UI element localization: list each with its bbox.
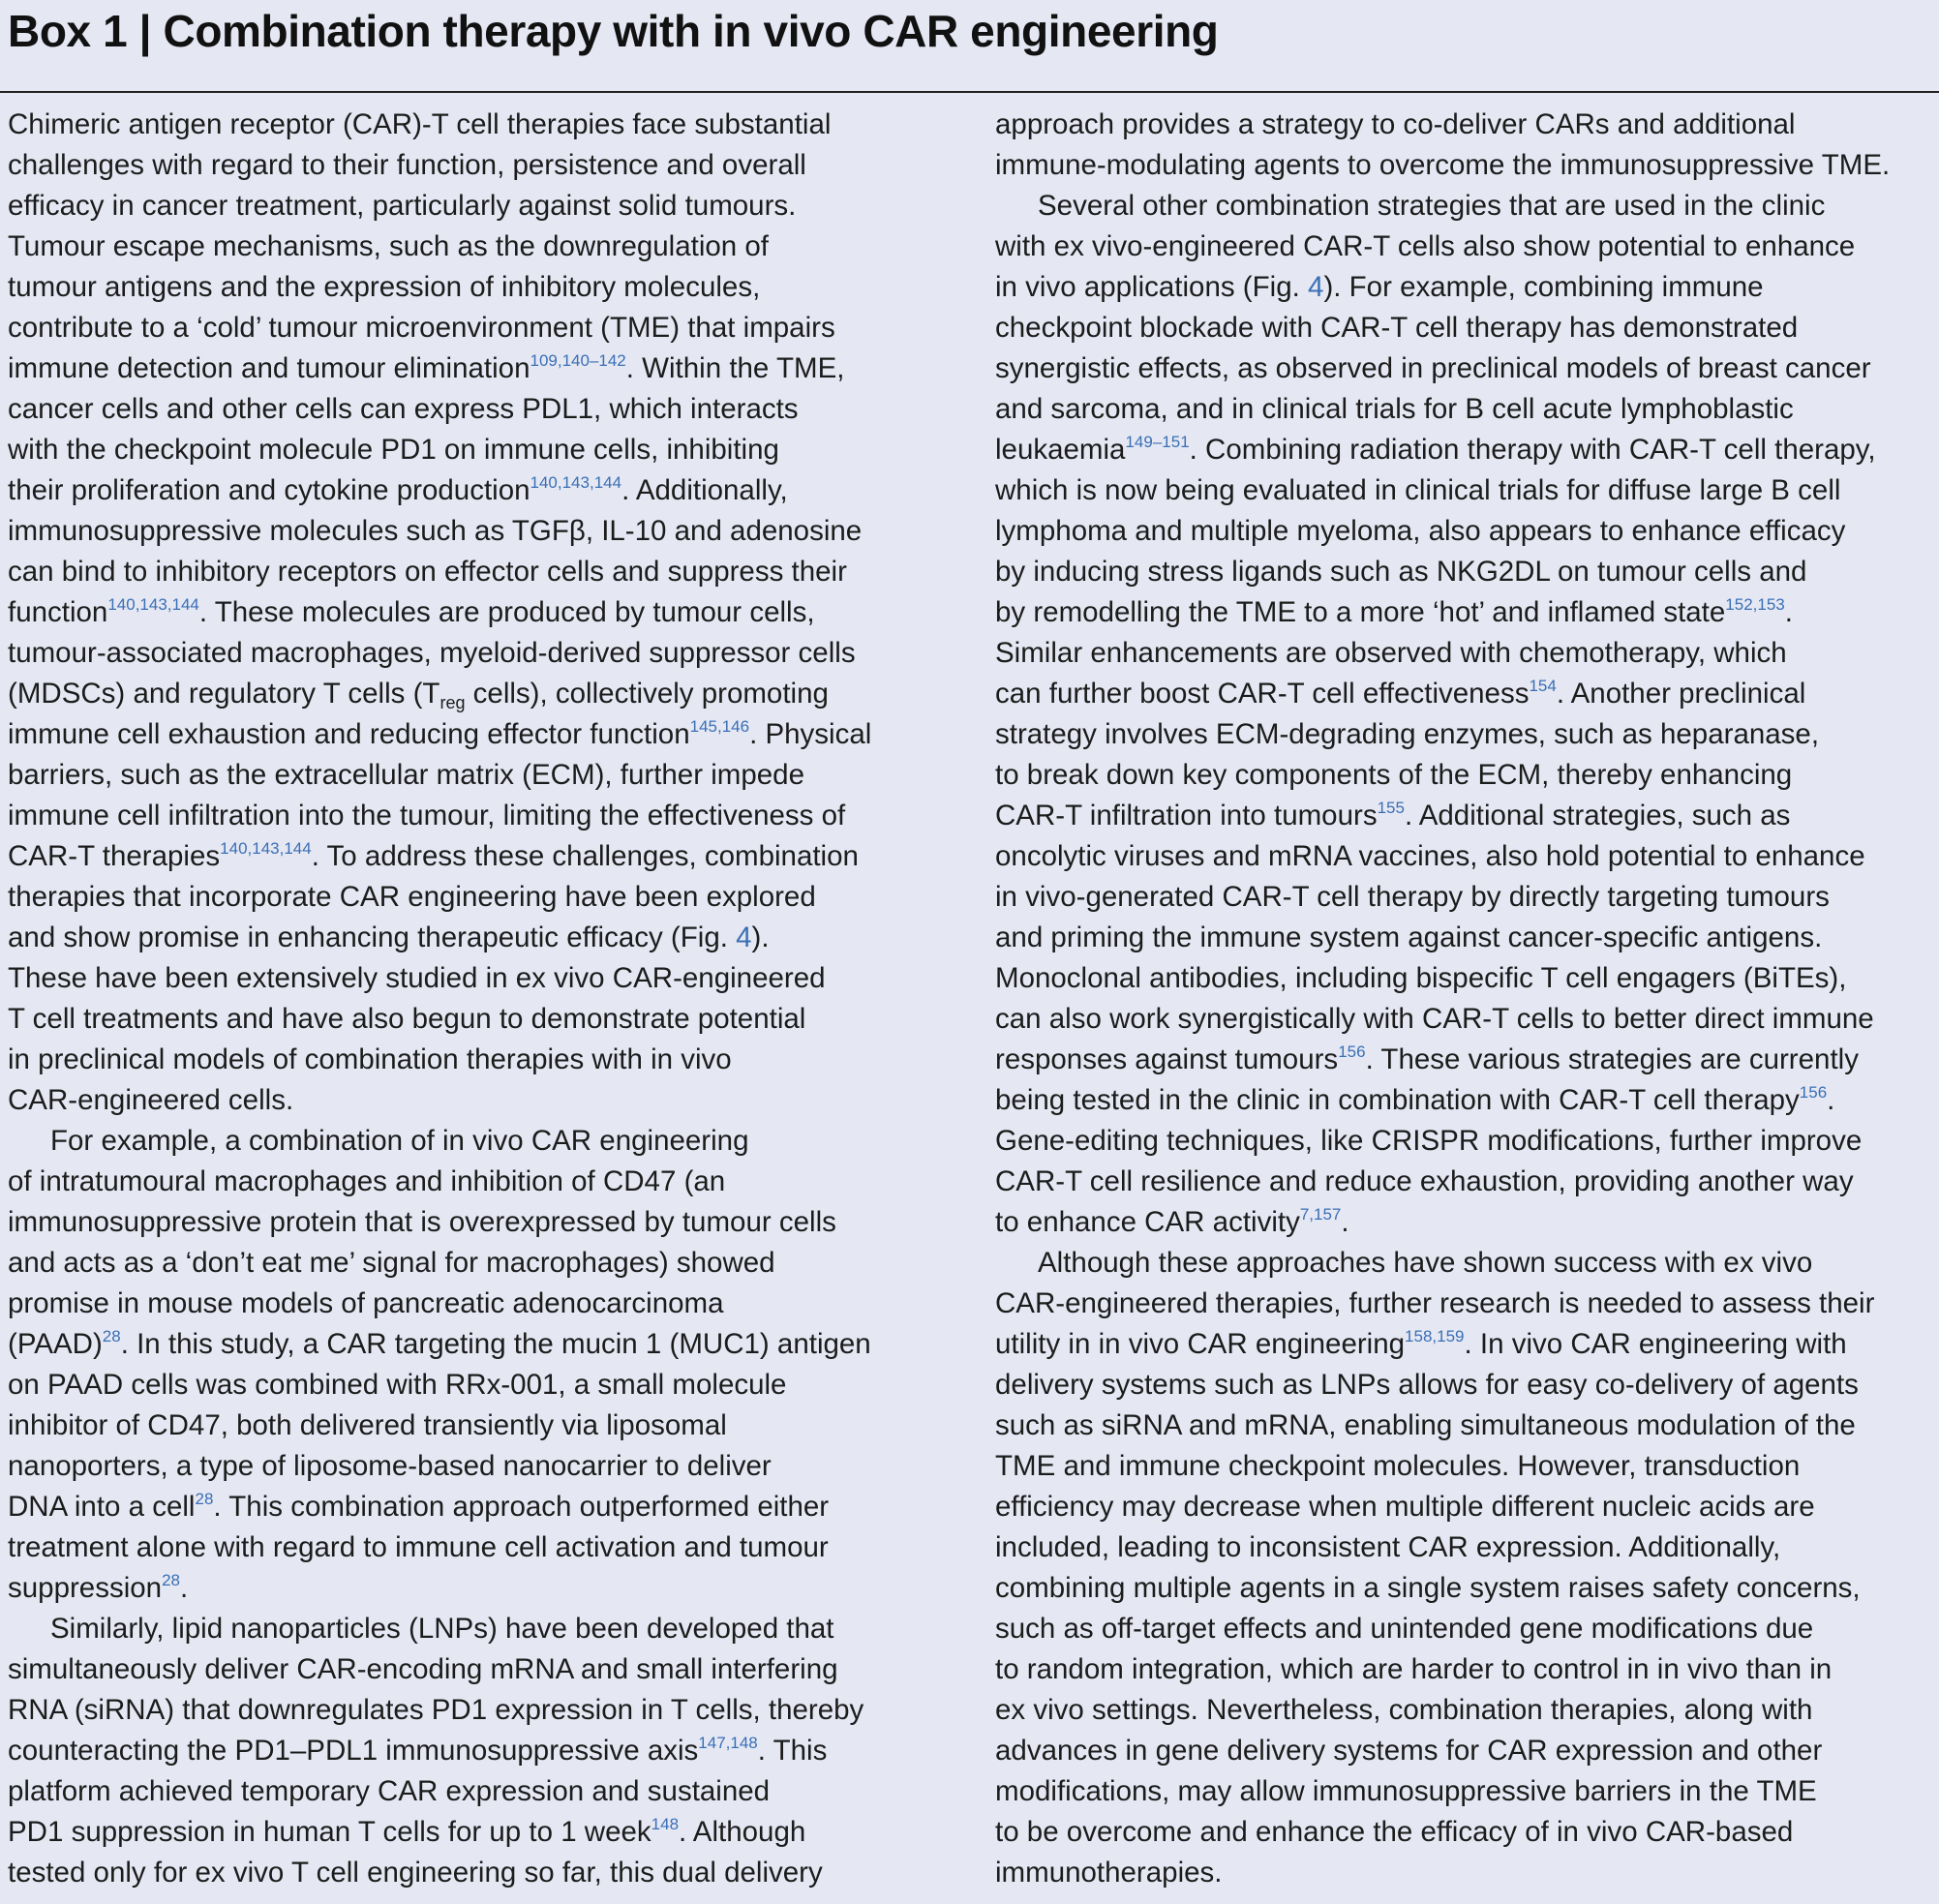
text-line bbox=[995, 714, 1939, 755]
text-line bbox=[995, 470, 1939, 511]
text-run: ). For example, combining immune bbox=[1323, 271, 1764, 303]
citation-link[interactable]: 7,157 bbox=[1299, 1205, 1342, 1224]
text-line bbox=[8, 1243, 966, 1284]
text-line bbox=[995, 1040, 1939, 1080]
text-run: can further boost CAR-T cell effectiveness bbox=[995, 678, 1530, 710]
text-line bbox=[8, 348, 966, 389]
text-run: on PAAD cells was combined with RRx-001, a small molecule bbox=[8, 1369, 787, 1401]
text-line bbox=[8, 552, 966, 592]
text-run: in vivo applications (Fig. bbox=[995, 271, 1309, 303]
text-line bbox=[8, 1284, 966, 1324]
text-run: barriers, such as the extracellular matrix (ECM), further impede bbox=[8, 759, 804, 791]
text-run: suppression bbox=[8, 1572, 163, 1604]
text-run: Monoclonal antibodies, including bispecific T cell engagers (BiTEs), bbox=[995, 962, 1847, 994]
text-line bbox=[995, 877, 1939, 918]
text-run: (MDSCs) and regulatory T cells (T bbox=[8, 678, 440, 710]
text-run: . Another preclinical bbox=[1556, 678, 1806, 710]
text-line bbox=[8, 1609, 966, 1649]
text-run: of intratumoural macrophages and inhibition of CD47 (an bbox=[8, 1165, 726, 1197]
text-line bbox=[995, 1121, 1939, 1162]
text-run: checkpoint blockade with CAR-T cell therapy has demonstrated bbox=[995, 312, 1799, 344]
citation-link[interactable]: 156 bbox=[1338, 1043, 1366, 1061]
text-line bbox=[8, 633, 966, 674]
citation-link[interactable]: 156 bbox=[1799, 1083, 1828, 1102]
text-run: such as off-target effects and unintended gene modifications due bbox=[995, 1613, 1814, 1645]
text-run: in vivo-generated CAR-T cell therapy by directly targeting tumours bbox=[995, 881, 1830, 913]
text-run: oncolytic viruses and mRNA vaccines, also hold potential to enhance bbox=[995, 840, 1865, 872]
text-run: cancer cells and other cells can express PDL1, which interacts bbox=[8, 393, 799, 425]
text-run: immunosuppressive molecules such as TGFβ, IL-10 and adenosine bbox=[8, 515, 863, 547]
citation-link[interactable]: 140,143,144 bbox=[220, 839, 312, 858]
text-line bbox=[995, 1446, 1939, 1487]
text-line bbox=[8, 836, 966, 877]
text-run: . This combination approach outperformed either bbox=[213, 1491, 830, 1523]
text-line bbox=[8, 1040, 966, 1080]
text-line bbox=[8, 145, 966, 186]
text-line bbox=[8, 1771, 966, 1812]
citation-link[interactable]: 148 bbox=[651, 1815, 680, 1833]
text-run: immunotherapies. bbox=[995, 1857, 1223, 1889]
citation-link[interactable]: 149–151 bbox=[1125, 433, 1190, 451]
text-run: to be overcome and enhance the efficacy of in vivo CAR-based bbox=[995, 1816, 1794, 1848]
text-run: strategy involves ECM-degrading enzymes, such as heparanase, bbox=[995, 718, 1820, 750]
text-run: tumour-associated macrophages, myeloid-derived suppressor cells bbox=[8, 637, 856, 669]
text-run: their proliferation and cytokine production bbox=[8, 474, 530, 506]
text-line bbox=[995, 836, 1939, 877]
citation-link[interactable]: 158,159 bbox=[1405, 1327, 1465, 1345]
text-run: CAR-T cell resilience and reduce exhaustion, providing another way bbox=[995, 1165, 1854, 1197]
figure-link[interactable]: 4 bbox=[736, 922, 752, 953]
text-line bbox=[995, 633, 1939, 674]
text-line bbox=[8, 1812, 966, 1853]
text-run: to enhance CAR activity bbox=[995, 1206, 1300, 1238]
text-line bbox=[8, 470, 966, 511]
text-run: such as siRNA and mRNA, enabling simultaneous modulation of the bbox=[995, 1409, 1856, 1441]
text-run: DNA into a cell bbox=[8, 1491, 196, 1523]
text-run: . These various strategies are currently bbox=[1365, 1043, 1859, 1075]
text-run: . Physical bbox=[749, 718, 872, 750]
text-line bbox=[8, 389, 966, 430]
text-line bbox=[8, 1080, 966, 1121]
text-run: function bbox=[8, 596, 108, 628]
text-run: promise in mouse models of pancreatic adenocarcinoma bbox=[8, 1287, 724, 1319]
text-run: in preclinical models of combination therapies with in vivo bbox=[8, 1043, 732, 1075]
text-line bbox=[995, 552, 1939, 592]
text-line bbox=[8, 1121, 966, 1162]
citation-link[interactable]: 28 bbox=[162, 1571, 180, 1589]
text-run: Tumour escape mechanisms, such as the downregulation of bbox=[8, 230, 769, 262]
text-line bbox=[995, 1812, 1939, 1853]
citation-link[interactable]: 109,140–142 bbox=[530, 351, 626, 370]
text-line bbox=[8, 1405, 966, 1446]
text-run: advances in gene delivery systems for CAR expression and other bbox=[995, 1735, 1823, 1767]
text-run: lymphoma and multiple myeloma, also appears to enhance efficacy bbox=[995, 515, 1846, 547]
text-run: efficiency may decrease when multiple different nucleic acids are bbox=[995, 1491, 1815, 1523]
text-line bbox=[8, 308, 966, 348]
text-run: being tested in the clinic in combination with CAR-T cell therapy bbox=[995, 1084, 1800, 1116]
text-run: by inducing stress ligands such as NKG2DL on tumour cells and bbox=[995, 556, 1807, 588]
text-run: These have been extensively studied in ex vivo CAR-engineered bbox=[8, 962, 826, 994]
text-run: . Additionally, bbox=[621, 474, 788, 506]
text-line bbox=[8, 1202, 966, 1243]
text-line bbox=[8, 1731, 966, 1771]
text-run: PD1 suppression in human T cells for up to 1 week bbox=[8, 1816, 651, 1848]
text-run: with the checkpoint molecule PD1 on immune cells, inhibiting bbox=[8, 434, 779, 466]
text-line bbox=[8, 592, 966, 633]
text-run: immune cell exhaustion and reducing effector function bbox=[8, 718, 690, 750]
text-run: to break down key components of the ECM, thereby enhancing bbox=[995, 759, 1793, 791]
text-line bbox=[8, 1568, 966, 1609]
text-run: . To address these challenges, combination bbox=[311, 840, 859, 872]
text-line bbox=[995, 755, 1939, 796]
text-run: Similar enhancements are observed with chemotherapy, which bbox=[995, 637, 1787, 669]
text-line bbox=[995, 1853, 1939, 1893]
text-line bbox=[8, 186, 966, 227]
text-run: Although these approaches have shown success with ex vivo bbox=[1038, 1247, 1813, 1279]
text-line bbox=[995, 1365, 1939, 1405]
text-run: . Combining radiation therapy with CAR-T cell therapy, bbox=[1189, 434, 1876, 466]
text-line bbox=[995, 186, 1939, 227]
text-line bbox=[8, 1446, 966, 1487]
text-run: RNA (siRNA) that downregulates PD1 expression in T cells, thereby bbox=[8, 1694, 864, 1726]
citation-link[interactable]: 147,148 bbox=[698, 1734, 758, 1752]
text-line bbox=[995, 1202, 1939, 1243]
text-run: T cell treatments and have also begun to demonstrate potential bbox=[8, 1003, 806, 1035]
text-run: modifications, may allow immunosuppressive barriers in the TME bbox=[995, 1775, 1817, 1807]
text-run: CAR-engineered cells. bbox=[8, 1084, 294, 1116]
text-line bbox=[995, 999, 1939, 1040]
text-line bbox=[8, 1649, 966, 1690]
text-line bbox=[995, 674, 1939, 714]
text-line bbox=[8, 714, 966, 755]
text-run: combining multiple agents in a single system raises safety concerns, bbox=[995, 1572, 1861, 1604]
text-line bbox=[8, 227, 966, 267]
text-line bbox=[995, 348, 1939, 389]
text-run: (PAAD) bbox=[8, 1328, 103, 1360]
text-line bbox=[995, 1324, 1939, 1365]
text-run: TME and immune checkpoint molecules. However, transduction bbox=[995, 1450, 1801, 1482]
text-line bbox=[995, 1690, 1939, 1731]
text-run: by remodelling the TME to a more ‘hot’ and inflamed state bbox=[995, 596, 1726, 628]
text-run: . This bbox=[757, 1735, 828, 1767]
right-column bbox=[995, 105, 1939, 1893]
text-line bbox=[995, 1080, 1939, 1121]
text-line bbox=[995, 105, 1939, 145]
citation-link[interactable]: 28 bbox=[102, 1327, 121, 1345]
text-run: nanoporters, a type of liposome-based nanocarrier to deliver bbox=[8, 1450, 772, 1482]
text-run: . In vivo CAR engineering with bbox=[1464, 1328, 1847, 1360]
text-run: contribute to a ‘cold’ tumour microenvironment (TME) that impairs bbox=[8, 312, 835, 344]
citation-link[interactable]: 154 bbox=[1529, 677, 1557, 695]
text-run: included, leading to inconsistent CAR expression. Additionally, bbox=[995, 1531, 1781, 1563]
text-line bbox=[995, 1609, 1939, 1649]
citation-link[interactable]: 28 bbox=[195, 1490, 214, 1508]
text-run: CAR-T infiltration into tumours bbox=[995, 800, 1378, 831]
text-line bbox=[8, 877, 966, 918]
text-line bbox=[995, 1162, 1939, 1202]
text-line bbox=[995, 796, 1939, 836]
title-divider bbox=[0, 91, 1939, 93]
citation-link[interactable]: 155 bbox=[1377, 799, 1405, 817]
text-line bbox=[995, 1405, 1939, 1446]
citation-link[interactable]: 140,143,144 bbox=[107, 595, 199, 614]
text-run: Several other combination strategies that are used in the clinic bbox=[1038, 190, 1826, 222]
text-run: which is now being evaluated in clinical trials for diffuse large B cell bbox=[995, 474, 1841, 506]
text-run: and sarcoma, and in clinical trials for B cell acute lymphoblastic bbox=[995, 393, 1794, 425]
text-line bbox=[8, 1527, 966, 1568]
text-run: efficacy in cancer treatment, particularly against solid tumours. bbox=[8, 190, 797, 222]
text-run: and acts as a ‘don’t eat me’ signal for macrophages) showed bbox=[8, 1247, 775, 1279]
text-line bbox=[8, 796, 966, 836]
text-line bbox=[8, 674, 966, 714]
text-line bbox=[8, 999, 966, 1040]
text-run: . These molecules are produced by tumour cells, bbox=[198, 596, 815, 628]
text-run: Chimeric antigen receptor (CAR)-T cell therapies face substantial bbox=[8, 108, 832, 140]
text-run: can bind to inhibitory receptors on effector cells and suppress their bbox=[8, 556, 847, 588]
figure-link[interactable]: 4 bbox=[1308, 271, 1324, 303]
text-run: immune cell infiltration into the tumour, limiting the effectiveness of bbox=[8, 800, 846, 831]
text-line bbox=[8, 755, 966, 796]
text-line bbox=[995, 1568, 1939, 1609]
text-line bbox=[995, 958, 1939, 999]
text-line bbox=[8, 1853, 966, 1893]
text-line bbox=[995, 1771, 1939, 1812]
text-line bbox=[8, 1162, 966, 1202]
text-line bbox=[8, 958, 966, 999]
text-line bbox=[8, 1487, 966, 1527]
text-line bbox=[8, 1365, 966, 1405]
citation-link[interactable]: 152,153 bbox=[1725, 595, 1785, 614]
text-line bbox=[995, 430, 1939, 470]
text-line bbox=[995, 1243, 1939, 1284]
subscript: reg bbox=[439, 693, 466, 712]
text-run: . bbox=[1827, 1084, 1835, 1116]
text-run: CAR-engineered therapies, further research is needed to assess their bbox=[995, 1287, 1875, 1319]
text-line bbox=[8, 1690, 966, 1731]
text-line bbox=[995, 1527, 1939, 1568]
text-line bbox=[995, 1284, 1939, 1324]
text-line bbox=[995, 227, 1939, 267]
left-column bbox=[8, 105, 966, 1893]
text-run: challenges with regard to their function, persistence and overall bbox=[8, 149, 806, 181]
text-run: approach provides a strategy to co-deliver CARs and additional bbox=[995, 108, 1796, 140]
text-line bbox=[8, 511, 966, 552]
text-run: counteracting the PD1–PDL1 immunosuppressive axis bbox=[8, 1735, 699, 1767]
text-run: Gene-editing techniques, like CRISPR modifications, further improve bbox=[995, 1125, 1863, 1157]
text-line bbox=[995, 1731, 1939, 1771]
text-run: with ex vivo-engineered CAR-T cells also show potential to enhance bbox=[995, 230, 1856, 262]
text-run: Similarly, lipid nanoparticles (LNPs) have been developed that bbox=[50, 1613, 834, 1645]
text-run: delivery systems such as LNPs allows for easy co-delivery of agents bbox=[995, 1369, 1859, 1401]
text-run: responses against tumours bbox=[995, 1043, 1339, 1075]
text-run: . bbox=[1784, 596, 1793, 628]
text-run: synergistic effects, as observed in preclinical models of breast cancer bbox=[995, 352, 1871, 384]
text-run: . bbox=[1341, 1206, 1349, 1238]
text-line bbox=[995, 308, 1939, 348]
text-run: leukaemia bbox=[995, 434, 1126, 466]
text-run: therapies that incorporate CAR engineering have been explored bbox=[8, 881, 816, 913]
text-run: tested only for ex vivo T cell engineering so far, this dual delivery bbox=[8, 1857, 823, 1889]
text-line bbox=[8, 918, 966, 958]
text-run: tumour antigens and the expression of inhibitory molecules, bbox=[8, 271, 761, 303]
text-line bbox=[995, 267, 1939, 308]
text-run: . In this study, a CAR targeting the mucin 1 (MUC1) antigen bbox=[120, 1328, 871, 1360]
text-line bbox=[995, 592, 1939, 633]
text-line bbox=[995, 511, 1939, 552]
citation-link[interactable]: 140,143,144 bbox=[530, 473, 622, 492]
citation-link[interactable]: 145,146 bbox=[689, 717, 750, 736]
text-run: cells), collectively promoting bbox=[465, 678, 829, 710]
text-run: ). bbox=[751, 922, 770, 953]
text-run: and priming the immune system against cancer-specific antigens. bbox=[995, 922, 1823, 953]
text-line bbox=[995, 1649, 1939, 1690]
text-run: . Within the TME, bbox=[625, 352, 845, 384]
text-run: and show promise in enhancing therapeutic efficacy (Fig. bbox=[8, 922, 737, 953]
text-line bbox=[995, 1487, 1939, 1527]
text-run: immunosuppressive protein that is overexpressed by tumour cells bbox=[8, 1206, 836, 1238]
text-run: For example, a combination of in vivo CAR engineering bbox=[50, 1125, 749, 1157]
text-line bbox=[8, 267, 966, 308]
text-run: ex vivo settings. Nevertheless, combination therapies, along with bbox=[995, 1694, 1813, 1726]
text-run: inhibitor of CD47, both delivered transiently via liposomal bbox=[8, 1409, 727, 1441]
text-line bbox=[995, 918, 1939, 958]
text-run: immune-modulating agents to overcome the immunosuppressive TME. bbox=[995, 149, 1891, 181]
text-line bbox=[8, 430, 966, 470]
text-run: CAR-T therapies bbox=[8, 840, 221, 872]
text-run: . bbox=[180, 1572, 189, 1604]
text-line bbox=[995, 389, 1939, 430]
text-run: to random integration, which are harder to control in in vivo than in bbox=[995, 1653, 1833, 1685]
text-run: utility in in vivo CAR engineering bbox=[995, 1328, 1406, 1360]
text-run: simultaneously deliver CAR-encoding mRNA and small interfering bbox=[8, 1653, 838, 1685]
text-line bbox=[8, 1324, 966, 1365]
text-run: . Additional strategies, such as bbox=[1404, 800, 1791, 831]
text-line bbox=[995, 145, 1939, 186]
text-run: . Although bbox=[679, 1816, 806, 1848]
text-run: immune detection and tumour elimination bbox=[8, 352, 530, 384]
text-run: platform achieved temporary CAR expression and sustained bbox=[8, 1775, 771, 1807]
text-line bbox=[8, 105, 966, 145]
text-run: can also work synergistically with CAR-T cells to better direct immune bbox=[995, 1003, 1874, 1035]
box-title: Box 1 | Combination therapy with in vivo CAR engineering bbox=[8, 6, 1219, 56]
text-run: treatment alone with regard to immune cell activation and tumour bbox=[8, 1531, 829, 1563]
